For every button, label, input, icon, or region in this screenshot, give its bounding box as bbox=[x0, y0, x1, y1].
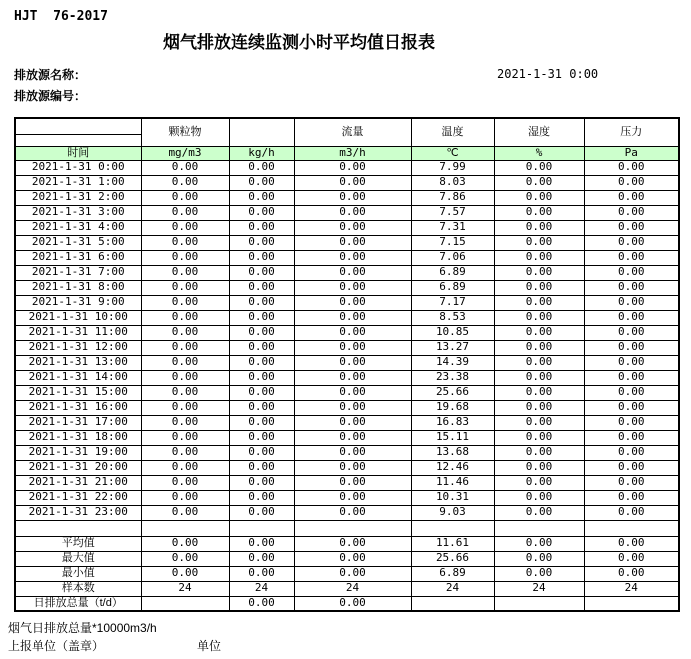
value-cell: 0.00 bbox=[494, 415, 584, 430]
value-cell: 0.00 bbox=[141, 280, 229, 295]
table-row bbox=[15, 505, 679, 520]
value-cell: 0.00 bbox=[141, 430, 229, 445]
value-cell: 7.99 bbox=[411, 160, 494, 175]
summary-value-cell: 0.00 bbox=[494, 551, 584, 566]
table-row bbox=[15, 370, 679, 385]
report-unit-label: 上报单位（盖章） bbox=[8, 639, 105, 653]
col-header-particulate: 颗粒物 bbox=[141, 118, 229, 146]
table-row bbox=[15, 295, 679, 310]
summary-value-cell: 0.00 bbox=[141, 536, 229, 551]
value-cell: 0.00 bbox=[494, 190, 584, 205]
value-cell: 0.00 bbox=[229, 355, 294, 370]
value-cell: 10.31 bbox=[411, 490, 494, 505]
value-cell: 0.00 bbox=[229, 370, 294, 385]
value-cell: 0.00 bbox=[294, 220, 411, 235]
unit-percent: % bbox=[494, 146, 584, 160]
table-row bbox=[15, 175, 679, 190]
value-cell: 0.00 bbox=[294, 475, 411, 490]
time-cell: 2021-1-31 20:00 bbox=[15, 460, 141, 475]
time-cell: 2021-1-31 12:00 bbox=[15, 340, 141, 355]
value-cell: 12.46 bbox=[411, 460, 494, 475]
value-cell: 8.03 bbox=[411, 175, 494, 190]
value-cell: 0.00 bbox=[141, 460, 229, 475]
value-cell: 0.00 bbox=[494, 310, 584, 325]
value-cell: 0.00 bbox=[141, 370, 229, 385]
value-cell: 0.00 bbox=[229, 430, 294, 445]
value-cell: 0.00 bbox=[294, 430, 411, 445]
unit-mg-m3: mg/m3 bbox=[141, 146, 229, 160]
value-cell: 0.00 bbox=[494, 205, 584, 220]
value-cell: 9.03 bbox=[411, 505, 494, 520]
time-cell: 2021-1-31 10:00 bbox=[15, 310, 141, 325]
value-cell: 0.00 bbox=[494, 295, 584, 310]
value-cell: 0.00 bbox=[141, 310, 229, 325]
table-row bbox=[15, 475, 679, 490]
summary-value-cell: 24 bbox=[294, 581, 411, 596]
value-cell: 0.00 bbox=[294, 295, 411, 310]
value-cell: 0.00 bbox=[494, 280, 584, 295]
value-cell: 0.00 bbox=[294, 505, 411, 520]
summary-rows bbox=[15, 536, 679, 611]
value-cell: 0.00 bbox=[294, 325, 411, 340]
standard-number: HJT 76-2017 bbox=[14, 9, 108, 24]
summary-value-cell: 0.00 bbox=[229, 596, 294, 611]
value-cell: 0.00 bbox=[294, 445, 411, 460]
value-cell: 0.00 bbox=[584, 490, 679, 505]
value-cell: 0.00 bbox=[494, 325, 584, 340]
value-cell: 0.00 bbox=[494, 220, 584, 235]
value-cell: 0.00 bbox=[141, 175, 229, 190]
value-cell: 0.00 bbox=[141, 190, 229, 205]
summary-value-cell: 0.00 bbox=[294, 551, 411, 566]
value-cell: 0.00 bbox=[141, 235, 229, 250]
value-cell: 0.00 bbox=[141, 400, 229, 415]
summary-value-cell: 24 bbox=[494, 581, 584, 596]
value-cell: 7.57 bbox=[411, 205, 494, 220]
table-row bbox=[15, 220, 679, 235]
table-row bbox=[15, 325, 679, 340]
value-cell: 0.00 bbox=[229, 310, 294, 325]
value-cell: 0.00 bbox=[294, 190, 411, 205]
value-cell: 0.00 bbox=[229, 190, 294, 205]
summary-value-cell: 0.00 bbox=[294, 566, 411, 581]
value-cell: 0.00 bbox=[584, 430, 679, 445]
time-cell: 2021-1-31 13:00 bbox=[15, 355, 141, 370]
value-cell: 0.00 bbox=[294, 265, 411, 280]
value-cell: 0.00 bbox=[229, 340, 294, 355]
value-cell: 10.85 bbox=[411, 325, 494, 340]
value-cell: 0.00 bbox=[294, 460, 411, 475]
value-cell: 0.00 bbox=[494, 430, 584, 445]
time-cell: 2021-1-31 2:00 bbox=[15, 190, 141, 205]
table-row bbox=[15, 385, 679, 400]
value-cell: 0.00 bbox=[584, 220, 679, 235]
time-cell: 2021-1-31 6:00 bbox=[15, 250, 141, 265]
value-cell: 0.00 bbox=[141, 160, 229, 175]
value-cell: 0.00 bbox=[584, 340, 679, 355]
value-cell: 0.00 bbox=[294, 355, 411, 370]
col-header-pressure: 压力 bbox=[584, 118, 679, 146]
summary-value-cell bbox=[141, 596, 229, 611]
table-row bbox=[15, 415, 679, 430]
value-cell: 0.00 bbox=[229, 460, 294, 475]
time-cell: 2021-1-31 7:00 bbox=[15, 265, 141, 280]
value-cell: 0.00 bbox=[494, 490, 584, 505]
value-cell: 0.00 bbox=[229, 385, 294, 400]
value-cell: 0.00 bbox=[141, 325, 229, 340]
value-cell: 0.00 bbox=[141, 475, 229, 490]
table-row bbox=[15, 280, 679, 295]
table-row bbox=[15, 235, 679, 250]
table-row bbox=[15, 205, 679, 220]
units-row bbox=[15, 146, 679, 160]
value-cell: 0.00 bbox=[494, 235, 584, 250]
corner-cell-bottom bbox=[15, 134, 141, 146]
value-cell: 0.00 bbox=[584, 310, 679, 325]
value-cell: 0.00 bbox=[494, 400, 584, 415]
value-cell: 13.27 bbox=[411, 340, 494, 355]
col-header-particulate-rate bbox=[229, 118, 294, 146]
summary-value-cell: 0.00 bbox=[141, 551, 229, 566]
value-cell: 0.00 bbox=[584, 370, 679, 385]
summary-label: 最小值 bbox=[15, 566, 141, 581]
unit-m3-h: m3/h bbox=[294, 146, 411, 160]
value-cell: 13.68 bbox=[411, 445, 494, 460]
value-cell: 0.00 bbox=[294, 235, 411, 250]
time-cell: 2021-1-31 15:00 bbox=[15, 385, 141, 400]
value-cell: 0.00 bbox=[584, 385, 679, 400]
value-cell: 0.00 bbox=[294, 250, 411, 265]
value-cell: 0.00 bbox=[229, 445, 294, 460]
summary-row bbox=[15, 596, 679, 611]
value-cell: 0.00 bbox=[229, 265, 294, 280]
time-cell: 2021-1-31 11:00 bbox=[15, 325, 141, 340]
value-cell: 0.00 bbox=[229, 475, 294, 490]
value-cell: 0.00 bbox=[229, 175, 294, 190]
value-cell: 0.00 bbox=[584, 475, 679, 490]
summary-value-cell: 0.00 bbox=[294, 536, 411, 551]
summary-value-cell: 0.00 bbox=[229, 536, 294, 551]
value-cell: 0.00 bbox=[494, 265, 584, 280]
col-header-humidity: 湿度 bbox=[494, 118, 584, 146]
value-cell: 8.53 bbox=[411, 310, 494, 325]
value-cell: 0.00 bbox=[294, 280, 411, 295]
value-cell: 0.00 bbox=[294, 310, 411, 325]
value-cell: 11.46 bbox=[411, 475, 494, 490]
summary-value-cell: 0.00 bbox=[229, 551, 294, 566]
value-cell: 0.00 bbox=[229, 505, 294, 520]
time-cell: 2021-1-31 16:00 bbox=[15, 400, 141, 415]
page-title: 烟气排放连续监测小时平均值日报表 bbox=[163, 33, 435, 52]
value-cell: 0.00 bbox=[294, 400, 411, 415]
summary-label: 最大值 bbox=[15, 551, 141, 566]
table-row bbox=[15, 355, 679, 370]
time-cell: 2021-1-31 21:00 bbox=[15, 475, 141, 490]
value-cell: 16.83 bbox=[411, 415, 494, 430]
table-row bbox=[15, 430, 679, 445]
value-cell: 7.06 bbox=[411, 250, 494, 265]
summary-value-cell bbox=[494, 596, 584, 611]
summary-value-cell: 24 bbox=[411, 581, 494, 596]
value-cell: 0.00 bbox=[494, 460, 584, 475]
value-cell: 0.00 bbox=[229, 325, 294, 340]
report-datetime: 2021-1-31 0:00 bbox=[497, 67, 599, 81]
value-cell: 0.00 bbox=[141, 250, 229, 265]
col-header-flow: 流量 bbox=[294, 118, 411, 146]
separator-row bbox=[15, 520, 679, 536]
value-cell: 0.00 bbox=[584, 280, 679, 295]
time-cell: 2021-1-31 22:00 bbox=[15, 490, 141, 505]
value-cell: 0.00 bbox=[294, 160, 411, 175]
table-row bbox=[15, 490, 679, 505]
summary-value-cell: 24 bbox=[141, 581, 229, 596]
value-cell: 0.00 bbox=[294, 175, 411, 190]
summary-label: 平均值 bbox=[15, 536, 141, 551]
summary-value-cell: 0.00 bbox=[584, 551, 679, 566]
value-cell: 0.00 bbox=[584, 160, 679, 175]
value-cell: 0.00 bbox=[141, 505, 229, 520]
col-header-temperature: 温度 bbox=[411, 118, 494, 146]
value-cell: 0.00 bbox=[141, 355, 229, 370]
time-cell: 2021-1-31 8:00 bbox=[15, 280, 141, 295]
value-cell: 7.31 bbox=[411, 220, 494, 235]
value-cell: 6.89 bbox=[411, 280, 494, 295]
value-cell: 0.00 bbox=[141, 265, 229, 280]
value-cell: 0.00 bbox=[229, 295, 294, 310]
unit-kg-h: kg/h bbox=[229, 146, 294, 160]
summary-value-cell: 6.89 bbox=[411, 566, 494, 581]
summary-value-cell: 24 bbox=[229, 581, 294, 596]
value-cell: 0.00 bbox=[584, 295, 679, 310]
value-cell: 0.00 bbox=[229, 205, 294, 220]
value-cell: 0.00 bbox=[494, 505, 584, 520]
value-cell: 0.00 bbox=[141, 340, 229, 355]
source-code-label: 排放源编号： bbox=[14, 89, 87, 103]
value-cell: 0.00 bbox=[294, 415, 411, 430]
header-group-row bbox=[15, 118, 679, 134]
summary-row bbox=[15, 581, 679, 596]
value-cell: 0.00 bbox=[229, 250, 294, 265]
summary-value-cell bbox=[584, 596, 679, 611]
value-cell: 0.00 bbox=[141, 490, 229, 505]
data-rows bbox=[15, 160, 679, 520]
table-row bbox=[15, 400, 679, 415]
value-cell: 0.00 bbox=[294, 385, 411, 400]
summary-value-cell: 0.00 bbox=[494, 536, 584, 551]
footer-note: 烟气日排放总量*10000m3/h bbox=[8, 621, 157, 635]
value-cell: 0.00 bbox=[584, 265, 679, 280]
value-cell: 0.00 bbox=[584, 190, 679, 205]
value-cell: 0.00 bbox=[229, 400, 294, 415]
value-cell: 23.38 bbox=[411, 370, 494, 385]
summary-value-cell: 11.61 bbox=[411, 536, 494, 551]
table-row bbox=[15, 190, 679, 205]
summary-label: 日排放总量（t/d） bbox=[15, 596, 141, 611]
table-row bbox=[15, 265, 679, 280]
value-cell: 0.00 bbox=[494, 160, 584, 175]
table-row bbox=[15, 250, 679, 265]
value-cell: 0.00 bbox=[584, 445, 679, 460]
value-cell: 0.00 bbox=[229, 415, 294, 430]
unit-label: 单位 bbox=[197, 639, 222, 653]
time-header: 时间 bbox=[15, 146, 141, 160]
table-row bbox=[15, 460, 679, 475]
value-cell: 15.11 bbox=[411, 430, 494, 445]
value-cell: 0.00 bbox=[584, 460, 679, 475]
value-cell: 0.00 bbox=[141, 415, 229, 430]
summary-value-cell: 0.00 bbox=[294, 596, 411, 611]
source-name-label: 排放源名称： bbox=[14, 68, 87, 82]
summary-value-cell: 0.00 bbox=[229, 566, 294, 581]
value-cell: 25.66 bbox=[411, 385, 494, 400]
value-cell: 0.00 bbox=[141, 220, 229, 235]
time-cell: 2021-1-31 17:00 bbox=[15, 415, 141, 430]
summary-value-cell: 0.00 bbox=[584, 566, 679, 581]
time-cell: 2021-1-31 19:00 bbox=[15, 445, 141, 460]
value-cell: 0.00 bbox=[584, 400, 679, 415]
time-cell: 2021-1-31 9:00 bbox=[15, 295, 141, 310]
time-cell: 2021-1-31 4:00 bbox=[15, 220, 141, 235]
value-cell: 0.00 bbox=[229, 220, 294, 235]
value-cell: 0.00 bbox=[494, 355, 584, 370]
value-cell: 0.00 bbox=[294, 370, 411, 385]
value-cell: 0.00 bbox=[141, 385, 229, 400]
value-cell: 0.00 bbox=[584, 250, 679, 265]
table-row bbox=[15, 445, 679, 460]
value-cell: 0.00 bbox=[141, 295, 229, 310]
value-cell: 0.00 bbox=[141, 445, 229, 460]
value-cell: 14.39 bbox=[411, 355, 494, 370]
value-cell: 0.00 bbox=[229, 490, 294, 505]
corner-cell-top bbox=[15, 118, 141, 134]
value-cell: 0.00 bbox=[141, 205, 229, 220]
time-cell: 2021-1-31 23:00 bbox=[15, 505, 141, 520]
value-cell: 0.00 bbox=[294, 490, 411, 505]
summary-row bbox=[15, 566, 679, 581]
summary-value-cell: 0.00 bbox=[494, 566, 584, 581]
value-cell: 0.00 bbox=[229, 235, 294, 250]
monitoring-report-table bbox=[14, 117, 680, 612]
value-cell: 0.00 bbox=[494, 370, 584, 385]
value-cell: 0.00 bbox=[229, 280, 294, 295]
value-cell: 0.00 bbox=[584, 325, 679, 340]
value-cell: 7.17 bbox=[411, 295, 494, 310]
value-cell: 0.00 bbox=[584, 175, 679, 190]
value-cell: 0.00 bbox=[294, 340, 411, 355]
table-row bbox=[15, 310, 679, 325]
summary-row bbox=[15, 551, 679, 566]
value-cell: 6.89 bbox=[411, 265, 494, 280]
time-cell: 2021-1-31 0:00 bbox=[15, 160, 141, 175]
table-row bbox=[15, 160, 679, 175]
value-cell: 0.00 bbox=[494, 475, 584, 490]
value-cell: 0.00 bbox=[584, 415, 679, 430]
value-cell: 0.00 bbox=[584, 235, 679, 250]
time-cell: 2021-1-31 14:00 bbox=[15, 370, 141, 385]
value-cell: 0.00 bbox=[494, 445, 584, 460]
value-cell: 0.00 bbox=[229, 160, 294, 175]
time-cell: 2021-1-31 5:00 bbox=[15, 235, 141, 250]
value-cell: 0.00 bbox=[494, 250, 584, 265]
summary-label: 样本数 bbox=[15, 581, 141, 596]
value-cell: 7.15 bbox=[411, 235, 494, 250]
value-cell: 0.00 bbox=[584, 355, 679, 370]
value-cell: 19.68 bbox=[411, 400, 494, 415]
value-cell: 0.00 bbox=[494, 385, 584, 400]
value-cell: 0.00 bbox=[494, 175, 584, 190]
unit-pa: Pa bbox=[584, 146, 679, 160]
unit-celsius: ℃ bbox=[411, 146, 494, 160]
summary-value-cell: 0.00 bbox=[584, 536, 679, 551]
summary-row bbox=[15, 536, 679, 551]
table-row bbox=[15, 340, 679, 355]
value-cell: 0.00 bbox=[584, 205, 679, 220]
value-cell: 0.00 bbox=[294, 205, 411, 220]
summary-value-cell: 24 bbox=[584, 581, 679, 596]
time-cell: 2021-1-31 1:00 bbox=[15, 175, 141, 190]
time-cell: 2021-1-31 3:00 bbox=[15, 205, 141, 220]
summary-value-cell: 25.66 bbox=[411, 551, 494, 566]
value-cell: 7.86 bbox=[411, 190, 494, 205]
value-cell: 0.00 bbox=[584, 505, 679, 520]
value-cell: 0.00 bbox=[494, 340, 584, 355]
time-cell: 2021-1-31 18:00 bbox=[15, 430, 141, 445]
summary-value-cell: 0.00 bbox=[141, 566, 229, 581]
summary-value-cell bbox=[411, 596, 494, 611]
